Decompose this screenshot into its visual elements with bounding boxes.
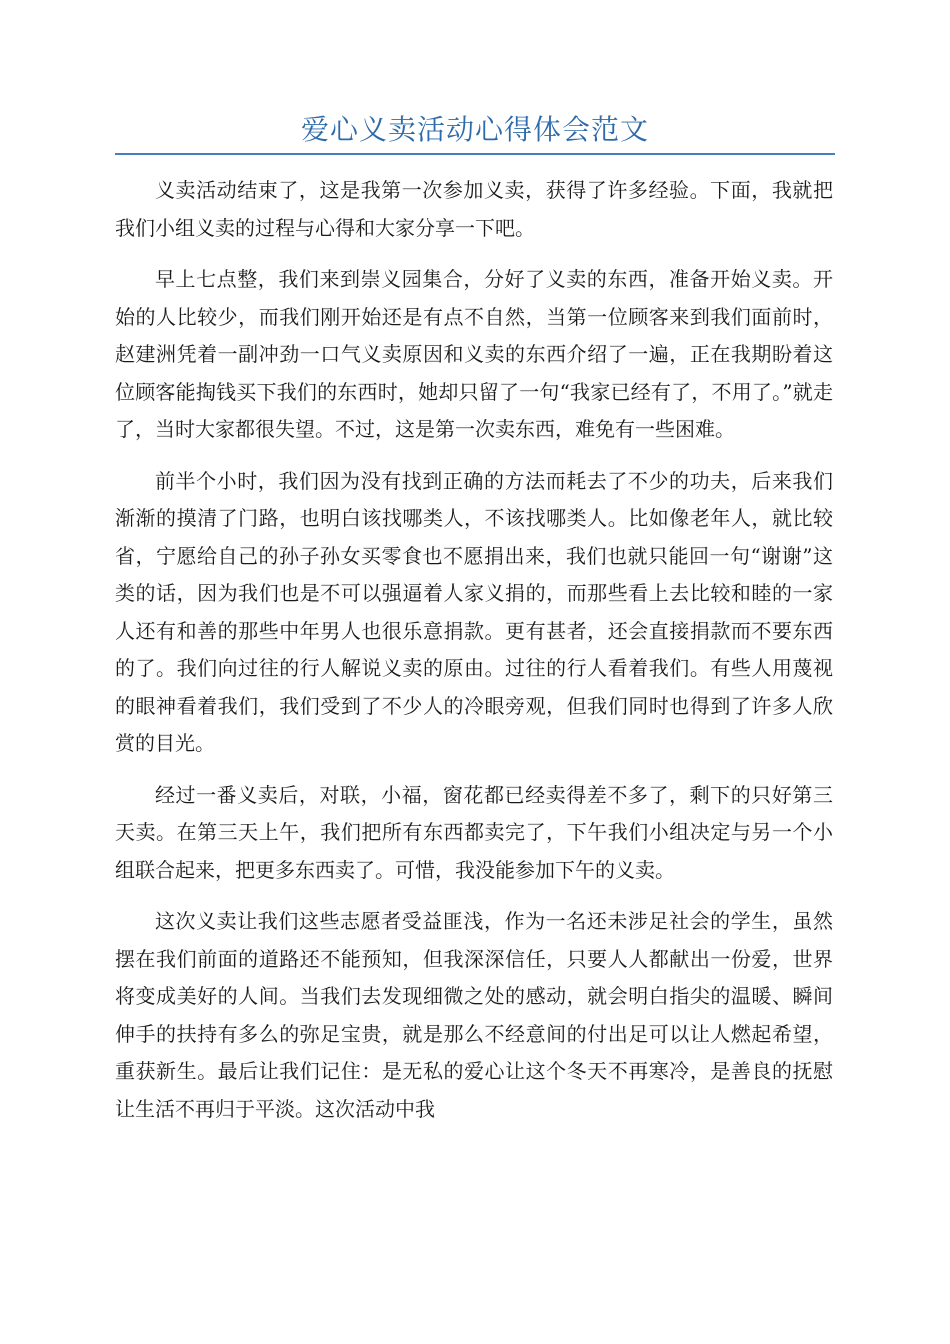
title-underline — [115, 153, 835, 155]
document-body — [115, 172, 833, 1142]
paragraph-intro: 义卖活动结束了，这是我第一次参加义卖，获得了许多经验。下面，我就把我们小组义卖的过程与心得和大家分享一下吧。 — [115, 178, 833, 240]
paragraph-first-half-hour: 前半个小时，我们因为没有找到正确的方法而耗去了不少的功夫，后来我们渐渐的摸清了门路，也明白该找哪类人，不该找哪类人。比如像老年人，就比较省，宁愿给自己的孙子孙女买零食也不愿捐出来，我们也就只能回一句“谢谢”这类的话，因为我们也是不可以强逼着人家义捐的，而那些看上去比较和睦的一家人还有和善的那些中年男人也很乐意捐款。更有甚者，还会直接捐款而不要东西的了。我们向过往的行人解说义卖的原由。过往的行人看着我们。有些人用蔑视的眼神看着我们，我们受到了不少人的冷眼旁观，但我们同时也得到了许多人欣赏的目光。 — [115, 468, 833, 755]
document-title: 爱心义卖活动心得体会范文 — [300, 113, 649, 146]
paragraph-morning: 早上七点整，我们来到崇义园集合，分好了义卖的东西，准备开始义卖。开始的人比较少，而我们刚开始还是有点不自然，当第一位顾客来到我们面前时，赵建洲凭着一副冲劲一口气义卖原因和义卖的东西介绍了一遍，正在我期盼着这位顾客能掏钱买下我们的东西时，她却只留了一句“我家已经有了，不用了。”就走了，当时大家都很失望。不过，这是第一次卖东西，难免有一些困难。 — [115, 267, 833, 441]
paragraph-third-day: 经过一番义卖后，对联，小福，窗花都已经卖得差不多了，剩下的只好第三天卖。在第三天上午，我们把所有东西都卖完了，下午我们小组决定与另一个小组联合起来，把更多东西卖了。可惜，我没能参加下午的义卖。 — [115, 782, 833, 882]
paragraph-reflection: 这次义卖让我们这些志愿者受益匪浅，作为一名还未涉足社会的学生，虽然摆在我们前面的道路还不能预知，但我深深信任，只要人人都献出一份爱，世界将变成美好的人间。当我们去发现细微之处的感动，就会明白指尖的温暖、瞬间伸手的扶持有多么的弥足宝贵，就是那么不经意间的付出足可以让人燃起希望，重获新生。最后让我们记住：是无私的爱心让这个冬天不再寒冷，是善良的抚慰让生活不再归于平淡。这次活动中我 — [115, 909, 833, 1121]
